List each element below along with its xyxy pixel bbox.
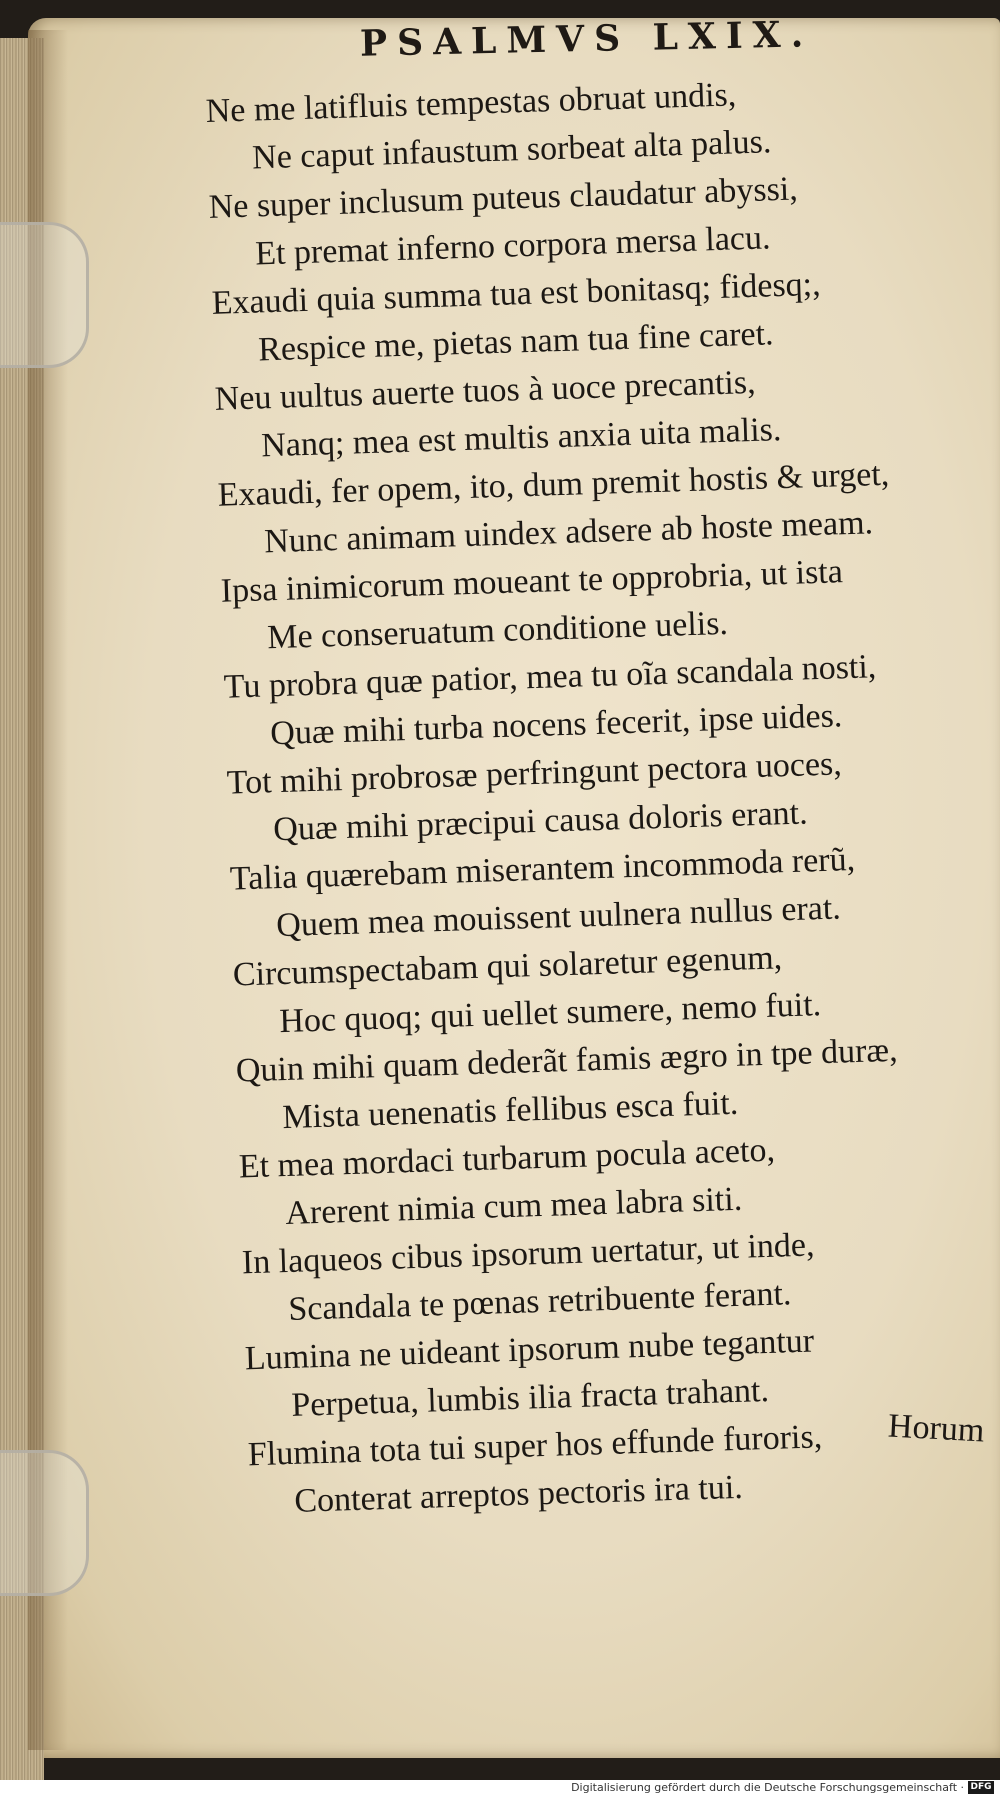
verse-line: Mista uenenatis fellibus esca fuit.: [281, 1084, 739, 1137]
page-clip-bottom: [0, 1450, 89, 1596]
verse-line: Ne caput infaustum sorbeat alta palus.: [251, 123, 772, 177]
catchword: Horum: [887, 1407, 986, 1450]
verse-line: Me conseruatum conditione uelis.: [266, 604, 729, 657]
verse-line: Ipsa inimicorum moueant te opprobria, ut ista: [220, 553, 844, 610]
verse-line: Nanq; mea est multis anxia uita malis.: [260, 411, 782, 465]
verse-line: Lumina ne uideant ipsorum nube tegantur: [244, 1322, 815, 1378]
verse-line: Quæ mihi turba nocens fecerit, ipse uides.: [269, 697, 843, 753]
verse-line: Circumspectabam qui solaretur egenum,: [232, 939, 783, 994]
verse-line: In laqueos cibus ipsorum uertatur, ut inde,: [241, 1226, 815, 1282]
verse-line: Talia quærebam miserantem incommoda rerũ,: [229, 840, 856, 898]
verse-line: Et mea mordaci turbarum pocula aceto,: [238, 1131, 776, 1186]
verse-line: Tot mihi probrosæ perfringunt pectora uoces,: [226, 745, 843, 802]
verse-line: Respice me, pietas nam tua fine caret.: [257, 315, 775, 369]
verse-line: Et premat inferno corpora mersa lacu.: [254, 219, 772, 273]
footer-credit: Digitalisierung gefördert durch die Deutsche Forschungsgemeinschaft ·: [571, 1781, 964, 1794]
verse-line: Neu uultus auerte tuos à uoce precantis,: [214, 363, 757, 418]
dfg-logo-icon: DFG: [968, 1781, 994, 1794]
verse-line: Hoc quoq; qui uellet sumere, nemo fuit.: [278, 986, 822, 1041]
verse-line: Quæ mihi præcipui causa doloris erant.: [272, 794, 809, 849]
verse-line: Conterat arreptos pectoris ira tui.: [293, 1468, 744, 1520]
verse-line: Quin mihi quam dederãt famis ægro in tpe duræ,: [235, 1031, 899, 1090]
psalm-text: [205, 64, 1000, 1527]
verse-line: Exaudi, fer opem, ito, dum premit hostis & urget,: [217, 455, 890, 514]
verse-line: Arerent nimia cum mea labra siti.: [284, 1180, 743, 1233]
verse-line: Perpetua, lumbis ilia fracta trahant.: [290, 1371, 770, 1424]
verse-line: Ne super inclusum puteus claudatur abyssi,: [208, 170, 799, 226]
verse-line: Nunc animam uindex adsere ab hoste meam.: [263, 504, 874, 561]
verse-line: Flumina tota tui super hos effunde furoris,: [247, 1418, 823, 1474]
page-clip-top: [0, 222, 89, 368]
verse-line: Ne me latifluis tempestas obruat undis,: [205, 76, 737, 130]
verse-line: Tu probra quæ patior, mea tu oĩa scandala nosti,: [223, 648, 877, 706]
running-head: PSALMVS LXIX.: [359, 13, 814, 65]
verse-line: Exaudi quia summa tua est bonitasq; fidesq;,: [211, 265, 822, 322]
verse-line: Quem mea mouissent uulnera nullus erat.: [275, 889, 842, 945]
verse-line: Scandala te pœnas retribuente ferant.: [287, 1275, 792, 1328]
